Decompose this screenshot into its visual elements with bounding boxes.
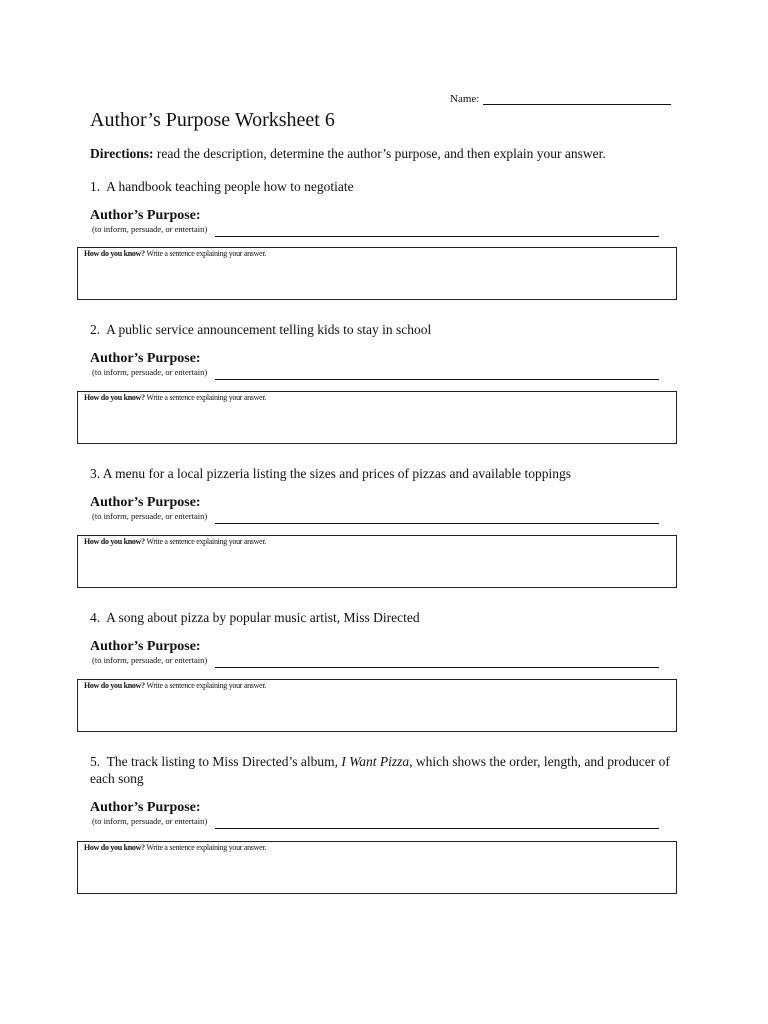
explanation-box[interactable] bbox=[77, 535, 677, 588]
box-prompt-text: Write a sentence explaining your answer. bbox=[146, 249, 266, 258]
question-2 bbox=[84, 321, 690, 402]
album-title: I Want Pizza bbox=[341, 754, 410, 769]
purpose-label: Author’s Purpose: bbox=[90, 800, 201, 815]
purpose-label: Author’s Purpose: bbox=[90, 351, 201, 366]
box-prompt-text: Write a sentence explaining your answer. bbox=[146, 843, 266, 852]
box-prompt-bold: How do you know? bbox=[84, 249, 145, 258]
purpose-hint: (to inform, persuade, or entertain) bbox=[92, 655, 208, 665]
directions-text: read the description, determine the author’s purpose, and then explain your answer. bbox=[156, 146, 606, 161]
purpose-answer-line[interactable] bbox=[215, 523, 659, 524]
purpose-hint: (to inform, persuade, or entertain) bbox=[92, 367, 208, 377]
worksheet-title: Author’s Purpose Worksheet 6 bbox=[90, 109, 335, 131]
purpose-label: Author’s Purpose: bbox=[90, 639, 201, 654]
purpose-hint: (to inform, persuade, or entertain) bbox=[92, 224, 208, 234]
explanation-box[interactable] bbox=[77, 841, 677, 894]
box-prompt-text: Write a sentence explaining your answer. bbox=[146, 681, 266, 690]
purpose-label: Author’s Purpose: bbox=[90, 208, 201, 223]
question-text: 5. The track listing to Miss Directed’s album, I Want Pizza, which shows the order, length, and producer of each song bbox=[90, 754, 670, 786]
box-prompt-bold: How do you know? bbox=[84, 681, 145, 690]
box-prompt-text: Write a sentence explaining your answer. bbox=[146, 537, 266, 546]
authors-purpose-row bbox=[90, 639, 690, 671]
question-5 bbox=[84, 753, 675, 852]
explanation-box[interactable] bbox=[77, 391, 677, 444]
box-prompt-bold: How do you know? bbox=[84, 393, 145, 402]
purpose-answer-line[interactable] bbox=[215, 828, 659, 829]
question-text: 1. A handbook teaching people how to negotiate bbox=[90, 179, 354, 194]
name-field[interactable] bbox=[450, 92, 671, 105]
box-prompt-text: Write a sentence explaining your answer. bbox=[146, 393, 266, 402]
question-text: 2. A public service announcement telling kids to stay in school bbox=[90, 322, 432, 337]
purpose-label: Author’s Purpose: bbox=[90, 495, 201, 510]
explanation-box[interactable] bbox=[77, 679, 677, 732]
purpose-answer-line[interactable] bbox=[215, 667, 659, 668]
name-blank[interactable] bbox=[483, 92, 671, 105]
box-prompt-bold: How do you know? bbox=[84, 843, 145, 852]
purpose-hint: (to inform, persuade, or entertain) bbox=[92, 816, 208, 826]
box-prompt-bold: How do you know? bbox=[84, 537, 145, 546]
directions bbox=[90, 146, 690, 162]
question-text: 4. A song about pizza by popular music artist, Miss Directed bbox=[90, 610, 420, 625]
question-text: 3. A menu for a local pizzeria listing the sizes and prices of pizzas and available toppings bbox=[90, 466, 571, 481]
authors-purpose-row bbox=[90, 800, 675, 832]
explanation-box[interactable] bbox=[77, 247, 677, 300]
authors-purpose-row bbox=[90, 495, 690, 527]
directions-label: Directions: bbox=[90, 146, 154, 161]
name-label: Name: bbox=[450, 93, 480, 105]
authors-purpose-row bbox=[90, 351, 690, 383]
question-1 bbox=[84, 178, 690, 258]
question-3 bbox=[84, 465, 690, 546]
purpose-answer-line[interactable] bbox=[215, 236, 659, 237]
question-4 bbox=[84, 609, 690, 690]
authors-purpose-row bbox=[90, 208, 690, 240]
purpose-hint: (to inform, persuade, or entertain) bbox=[92, 511, 208, 521]
purpose-answer-line[interactable] bbox=[215, 379, 659, 380]
